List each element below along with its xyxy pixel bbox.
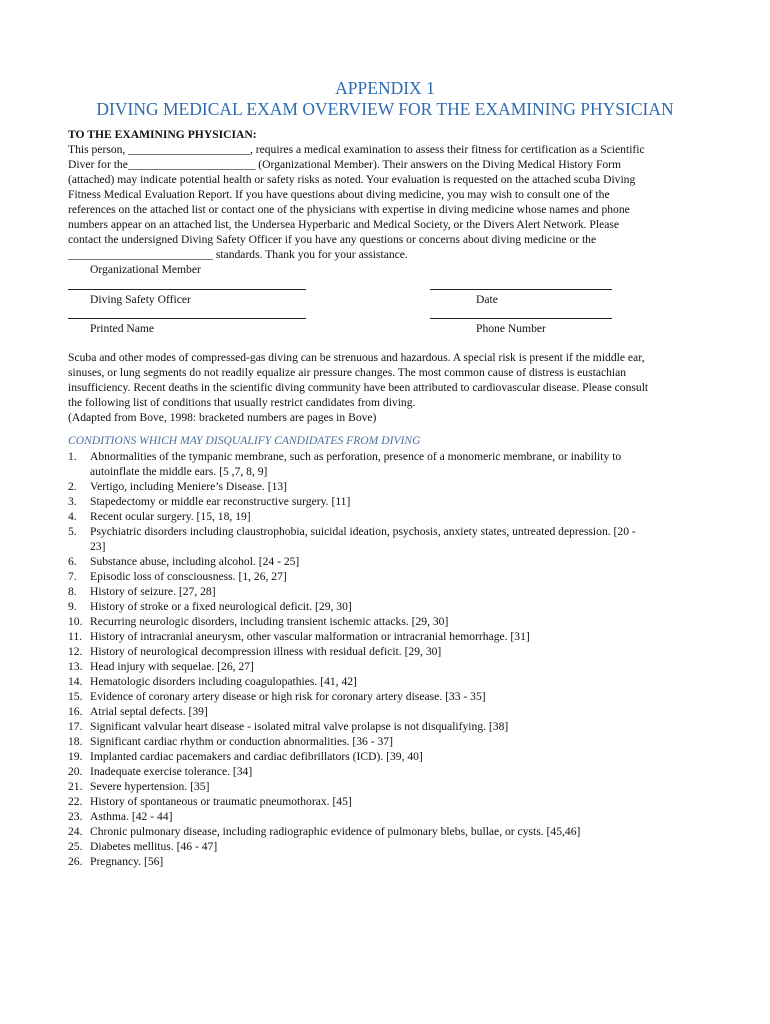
condition-item: [68, 524, 708, 554]
condition-text: Evidence of coronary artery disease or high risk for coronary artery disease. [33 - 35]: [90, 690, 486, 703]
condition-text: Pregnancy. [56]: [90, 855, 164, 868]
date-label: Date: [476, 293, 498, 306]
condition-item: [68, 749, 708, 764]
condition-number: 13.: [68, 660, 83, 673]
condition-item: [68, 689, 708, 704]
condition-number: 9.: [68, 600, 77, 613]
condition-text: Recent ocular surgery. [15, 18, 19]: [90, 510, 251, 523]
intro-line: references on the attached list or contact one of the physicians with expertise in diving medicine whose names and phone: [68, 203, 630, 216]
conditions-heading: CONDITIONS WHICH MAY DISQUALIFY CANDIDATES FROM DIVING: [68, 434, 421, 447]
condition-number: 2.: [68, 480, 77, 493]
intro-paragraph: [68, 142, 708, 262]
printed-name-line: [68, 318, 306, 319]
condition-number: 11.: [68, 630, 83, 643]
intro-line: (attached) may indicate potential health or safety risks as noted. Your evaluation is requested on the attached scuba Diving: [68, 173, 636, 186]
condition-item: [68, 779, 708, 794]
condition-item: [68, 614, 708, 629]
intro-line: _________________________ standards. Thank you for your assistance.: [68, 248, 408, 261]
condition-item: [68, 719, 708, 734]
condition-number: 25.: [68, 840, 83, 853]
condition-item: [68, 809, 708, 824]
condition-item: [68, 794, 708, 809]
condition-item: [68, 854, 708, 869]
condition-item: [68, 704, 708, 719]
condition-item: [68, 494, 708, 509]
intro-line: numbers appear on an attached list, the Undersea Hyperbaric and Medical Society, or the Divers Alert Network. Please: [68, 218, 620, 231]
condition-number: 20.: [68, 765, 83, 778]
condition-number: 19.: [68, 750, 83, 763]
risk-line: insufficiency. Recent deaths in the scientific diving community have been attributed to cardiovascular disease. Please consult: [68, 381, 649, 394]
condition-item: [68, 584, 708, 599]
condition-number: 7.: [68, 570, 77, 583]
condition-text: Head injury with sequelae. [26, 27]: [90, 660, 254, 673]
condition-item: [68, 479, 708, 494]
intro-line: Diver for the______________________ (Organizational Member). Their answers on the Diving Medical History Form: [68, 158, 622, 171]
intro-line: Fitness Medical Evaluation Report. If you have questions about diving medicine, you may wish to consult one of the: [68, 188, 610, 201]
condition-item: [68, 674, 708, 689]
risk-line: Scuba and other modes of compressed-gas diving can be strenuous and hazardous. A special risk is present if the middle ear,: [68, 351, 645, 364]
condition-text: Stapedectomy or middle ear reconstructive surgery. [11]: [90, 495, 351, 508]
condition-number: 23.: [68, 810, 83, 823]
condition-number: 26.: [68, 855, 83, 868]
condition-number: 8.: [68, 585, 77, 598]
condition-item: [68, 824, 708, 839]
printed-name-label: Printed Name: [90, 322, 155, 335]
condition-text: Atrial septal defects. [39]: [90, 705, 208, 718]
conditions-list: [68, 449, 708, 869]
condition-item: [68, 509, 708, 524]
condition-text: Significant valvular heart disease - isolated mitral valve prolapse is not disqualifying. [38]: [90, 720, 509, 733]
condition-item: [68, 629, 708, 644]
condition-item: [68, 734, 708, 749]
condition-number: 4.: [68, 510, 77, 523]
phone-number-label: Phone Number: [476, 322, 546, 335]
condition-text: Episodic loss of consciousness. [1, 26, 27]: [90, 570, 287, 583]
condition-number: 12.: [68, 645, 83, 658]
risk-line: (Adapted from Bove, 1998: bracketed numbers are pages in Bove): [68, 411, 377, 424]
condition-text: History of seizure. [27, 28]: [90, 585, 216, 598]
condition-number: 24.: [68, 825, 83, 838]
phone-number-line: [430, 318, 612, 319]
condition-text: Abnormalities of the tympanic membrane, such as perforation, presence of a monomeric membrane, or inability to autoinflate the middle ears. [5 ,7, 8, 9]: [90, 450, 622, 478]
condition-number: 21.: [68, 780, 83, 793]
risk-line: the following list of conditions that usually restrict candidates from diving.: [68, 396, 416, 409]
risk-paragraph: [68, 350, 708, 425]
condition-item: [68, 599, 708, 614]
condition-text: History of spontaneous or traumatic pneumothorax. [45]: [90, 795, 352, 808]
condition-text: History of neurological decompression illness with residual deficit. [29, 30]: [90, 645, 442, 658]
condition-number: 10.: [68, 615, 83, 628]
condition-number: 6.: [68, 555, 77, 568]
condition-text: Psychiatric disorders including claustrophobia, suicidal ideation, psychosis, anxiety states, untreated depression. [20 - 23]: [90, 525, 636, 553]
condition-number: 3.: [68, 495, 77, 508]
condition-text: Inadequate exercise tolerance. [34]: [90, 765, 253, 778]
condition-text: Vertigo, including Meniere’s Disease. [13]: [90, 480, 288, 493]
condition-item: [68, 839, 708, 854]
condition-text: Hematologic disorders including coagulopathies. [41, 42]: [90, 675, 357, 688]
organizational-member-label: Organizational Member: [90, 263, 201, 276]
condition-number: 15.: [68, 690, 83, 703]
date-signature-line: [430, 289, 612, 290]
condition-item: [68, 569, 708, 584]
document-title: DIVING MEDICAL EXAM OVERVIEW FOR THE EXAMINING PHYSICIAN: [96, 99, 674, 119]
condition-text: Asthma. [42 - 44]: [90, 810, 173, 823]
intro-line: contact the undersigned Diving Safety Officer if you have any questions or concerns about diving medicine or the: [68, 233, 597, 246]
condition-item: [68, 659, 708, 674]
condition-item: [68, 764, 708, 779]
condition-text: Diabetes mellitus. [46 - 47]: [90, 840, 218, 853]
dso-label: Diving Safety Officer: [90, 293, 191, 306]
condition-number: 22.: [68, 795, 83, 808]
condition-number: 18.: [68, 735, 83, 748]
condition-number: 17.: [68, 720, 83, 733]
appendix-title: APPENDIX 1: [335, 78, 435, 98]
condition-text: Chronic pulmonary disease, including radiographic evidence of pulmonary blebs, bullae, or cysts. [45,46]: [90, 825, 581, 838]
condition-number: 5.: [68, 525, 77, 538]
to-physician-heading: TO THE EXAMINING PHYSICIAN:: [68, 128, 257, 141]
condition-text: Substance abuse, including alcohol. [24 - 25]: [90, 555, 300, 568]
condition-text: Recurring neurologic disorders, including transient ischemic attacks. [29, 30]: [90, 615, 449, 628]
intro-line: This person, _____________________, requires a medical examination to assess their fitness for certification as a Scientific: [68, 143, 645, 156]
condition-item: [68, 644, 708, 659]
condition-item: [68, 449, 708, 479]
condition-number: 1.: [68, 450, 77, 463]
condition-number: 16.: [68, 705, 83, 718]
condition-text: Implanted cardiac pacemakers and cardiac defibrillators (ICD). [39, 40]: [90, 750, 423, 763]
condition-item: [68, 554, 708, 569]
condition-text: Significant cardiac rhythm or conduction abnormalities. [36 - 37]: [90, 735, 393, 748]
condition-text: History of stroke or a fixed neurological deficit. [29, 30]: [90, 600, 352, 613]
condition-text: History of intracranial aneurysm, other vascular malformation or intracranial hemorrhage. [31]: [90, 630, 530, 643]
risk-line: sinuses, or lung segments do not readily equalize air pressure changes. The most common cause of distress is eustachian: [68, 366, 627, 379]
condition-text: Severe hypertension. [35]: [90, 780, 210, 793]
dso-signature-line: [68, 289, 306, 290]
condition-number: 14.: [68, 675, 83, 688]
